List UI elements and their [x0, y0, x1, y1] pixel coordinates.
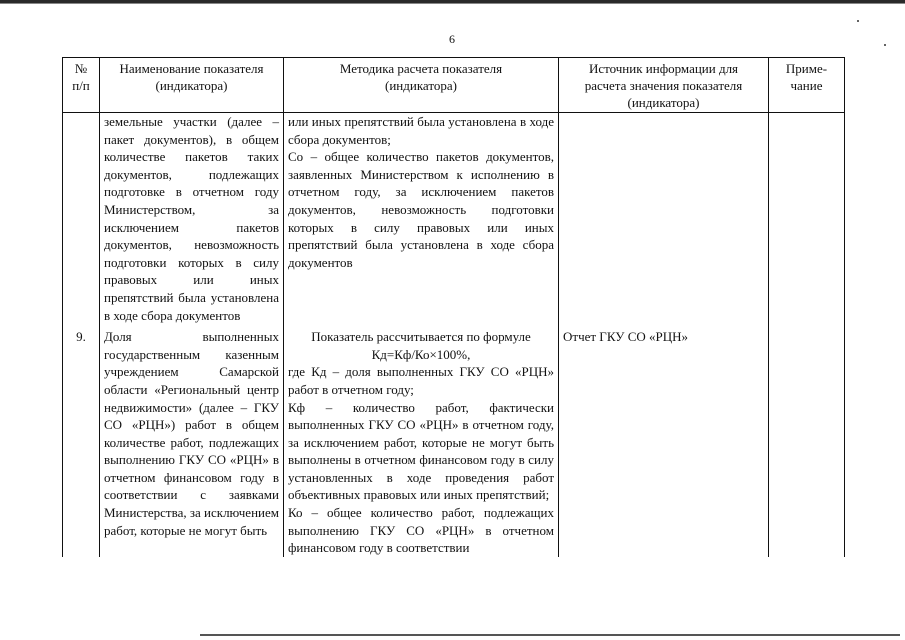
- formula: Кд=Кф/Ко×100%,: [371, 346, 471, 362]
- calculation-method: или иных препятствий была установлена в ходе сбора документов; Со – общее количество пакетов документов, заявленных Министерством к исполнению в отчетном году, за исключением пакетов документов, невозможность подготовки которых в силу правовых или иных препятствий была установлена в ходе сбора документов: [284, 113, 559, 325]
- table-header-row: [63, 58, 845, 113]
- scan-speck: [884, 44, 886, 46]
- calculation-method-cell: [284, 324, 559, 557]
- scan-edge-top-shadow: [0, 3, 905, 4]
- header-number: № п/п: [63, 58, 100, 113]
- header-information-source: Источник информации для расчета значения показателя (индикатора): [559, 58, 769, 113]
- information-source: [559, 113, 769, 325]
- page-number: 6: [449, 32, 455, 46]
- table-row: [63, 324, 845, 557]
- calculation-method: где Кд – доля выполненных ГКУ СО «РЦН» работ в отчетном году; Кф – количество работ, фактически выполненных ГКУ СО «РЦН» в отчетном году, за исключением работ, которые не могут быть выполнены в отчетном финансовом году в силу установленных в ходе проведения работ объективных правовых или иных препятствий; Ко – общее количество работ, подлежащих выполнению ГКУ СО «РЦН» в отчетном финансовом году в соответствии: [288, 364, 554, 556]
- information-source: Отчет ГКУ СО «РЦН»: [559, 324, 769, 557]
- header-calculation-method: Методика расчета показателя (индикатора): [284, 58, 559, 113]
- indicator-name: Доля выполненных государственным казенным учреждением Самарской области «Региональный центр недвижимости» (далее – ГКУ СО «РЦН») работ в общем количестве работ, подлежащих выполнению ГКУ СО «РЦН» в отчетном финансовом году в соответствии с заявками Министерства, за исключением работ, которые не могут быть: [100, 324, 284, 557]
- header-note: Приме- чание: [769, 58, 845, 113]
- formula-intro: Показатель рассчитывается по формуле: [311, 329, 531, 345]
- table-row: [63, 113, 845, 325]
- scan-speck: [857, 20, 859, 22]
- scan-edge-bottom: [200, 634, 900, 636]
- header-indicator-name: Наименование показателя (индикатора): [100, 58, 284, 113]
- indicator-table: [62, 57, 845, 557]
- row-number: 9.: [63, 324, 100, 557]
- row-number: [63, 113, 100, 325]
- indicator-name: земельные участки (далее – пакет документов), в общем количестве пакетов таких документов, подлежащих подготовке в отчетном году Министерством, за исключением пакетов документов, невозможность подготовки которых в силу правовых или иных препятствий была установлена в ходе сбора документов: [100, 113, 284, 325]
- note: [769, 324, 845, 557]
- note: [769, 113, 845, 325]
- document-body: [62, 57, 844, 557]
